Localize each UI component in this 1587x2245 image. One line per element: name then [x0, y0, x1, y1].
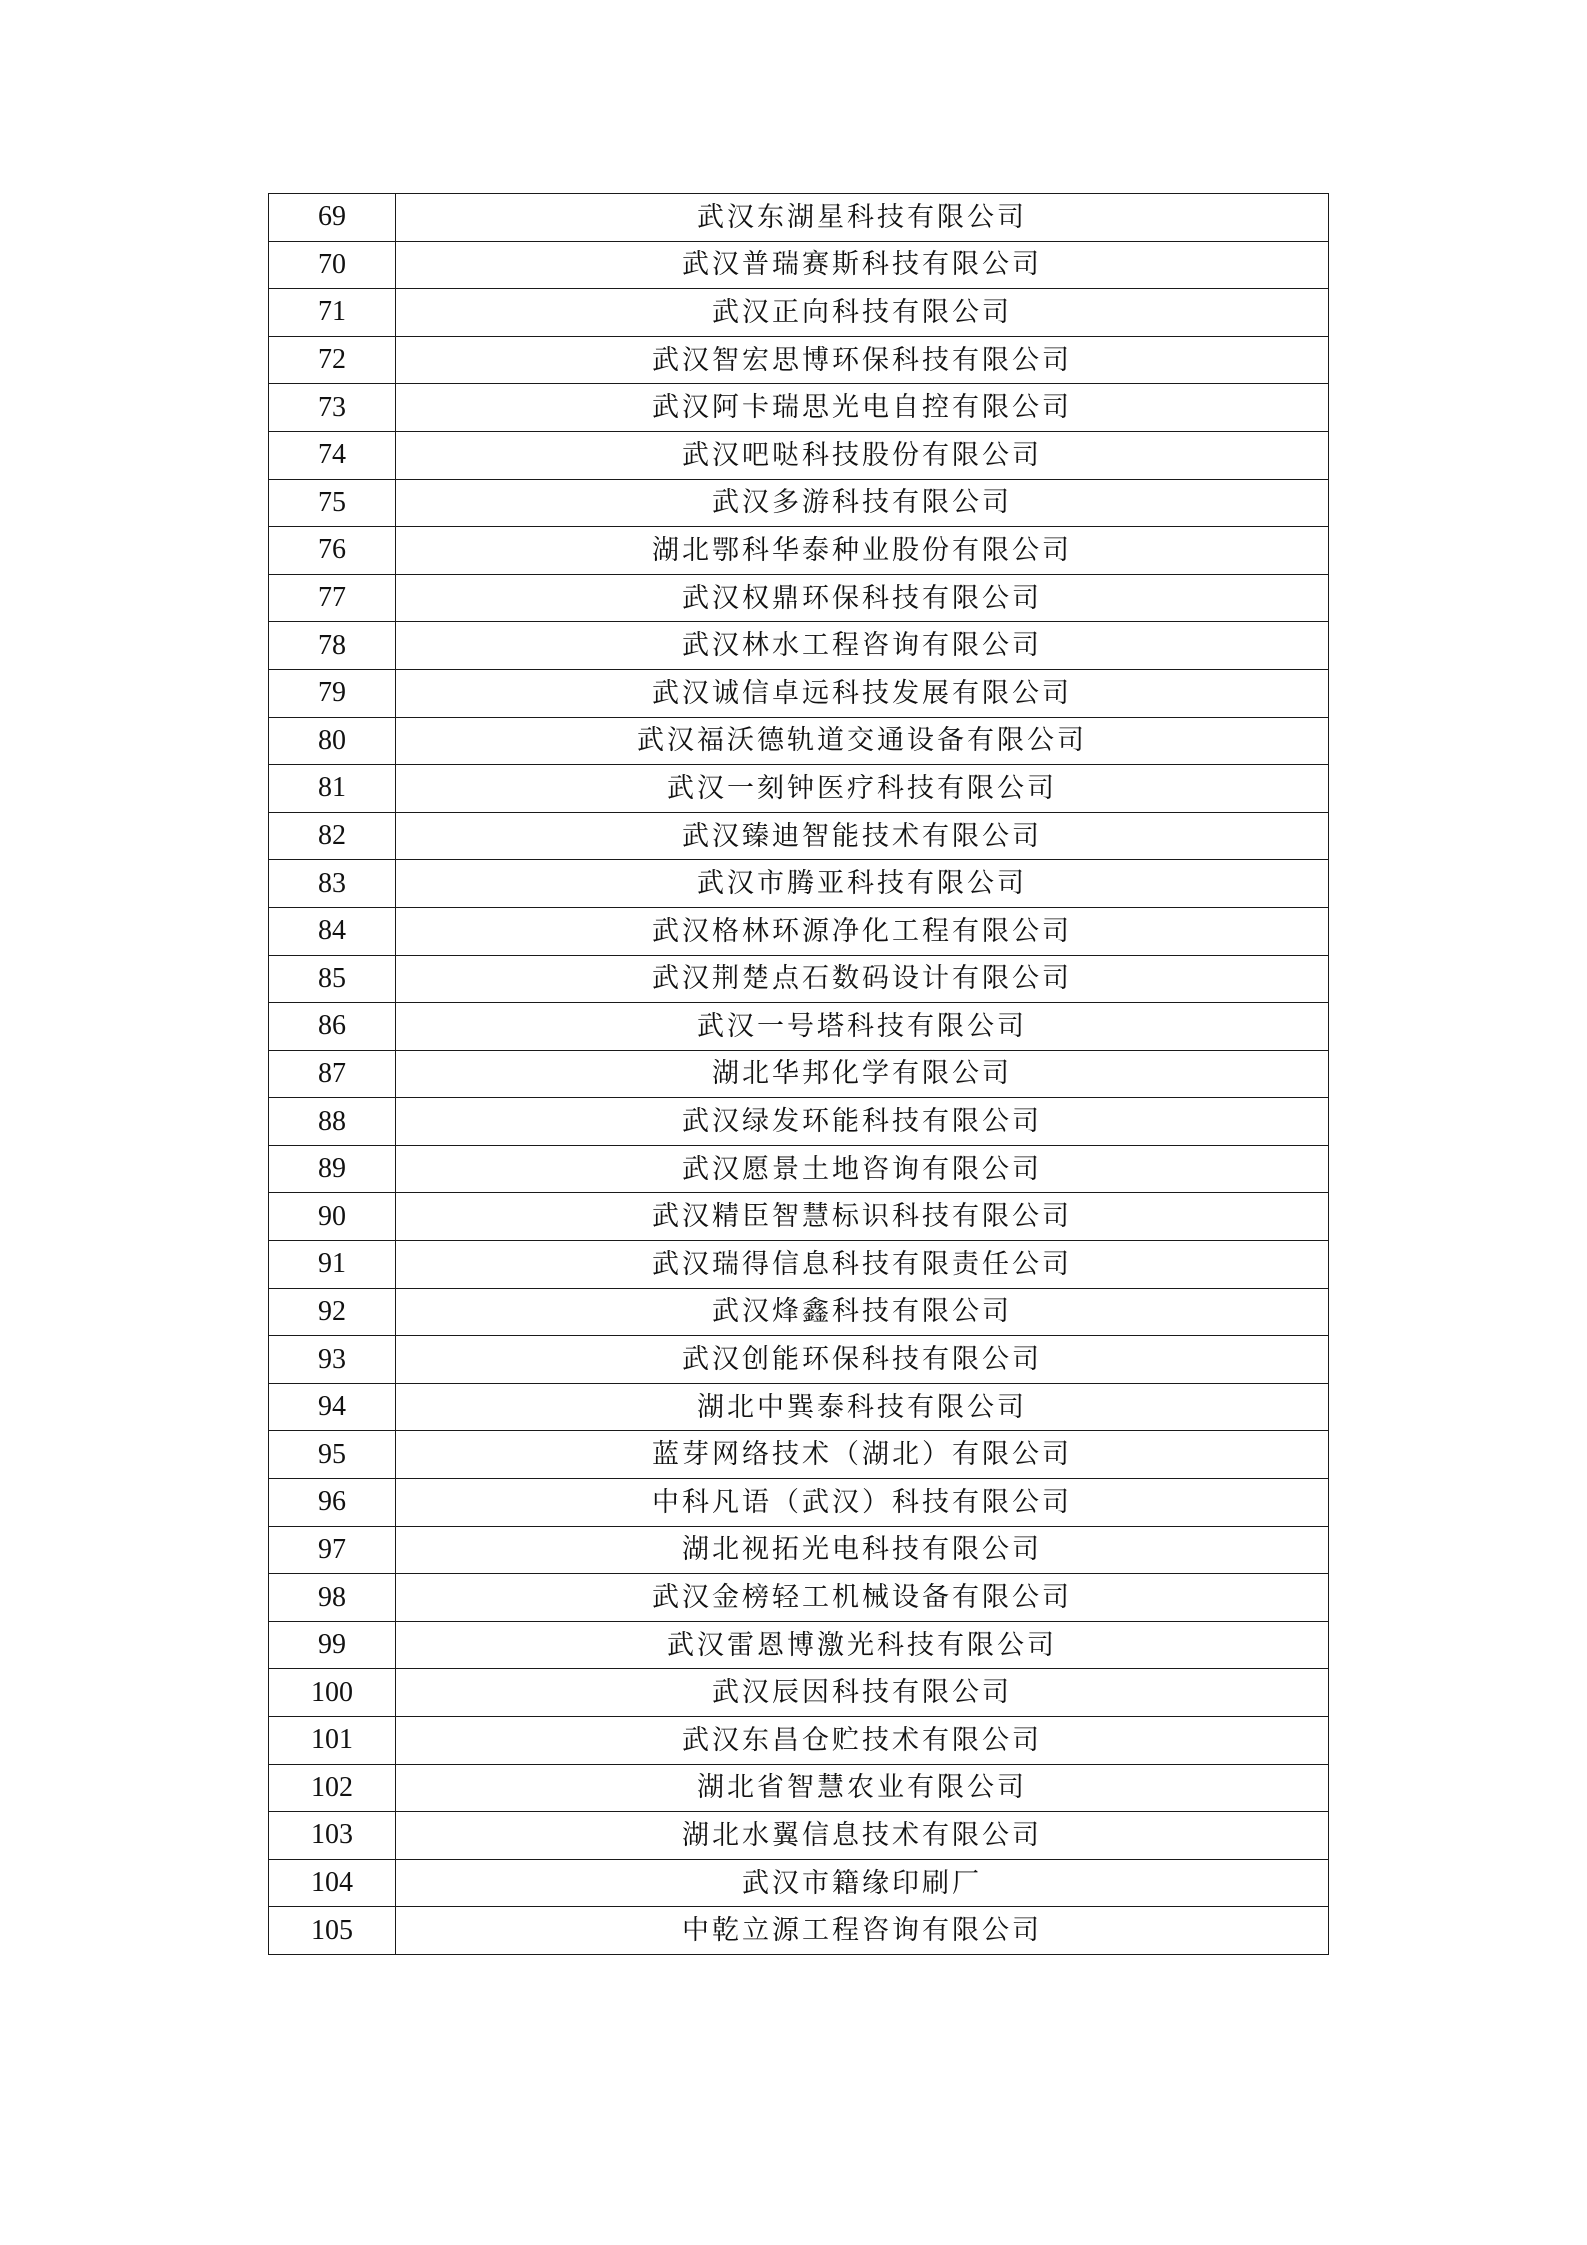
- company-list-body: [269, 194, 1329, 1955]
- table-row: [269, 1241, 1329, 1289]
- table-row: [269, 669, 1329, 717]
- company-name: 武汉辰因科技有限公司: [396, 1669, 1329, 1717]
- row-number: 70: [269, 241, 396, 289]
- row-number: 102: [269, 1764, 396, 1812]
- row-number: 104: [269, 1859, 396, 1907]
- row-number: 99: [269, 1621, 396, 1669]
- table-row: [269, 1669, 1329, 1717]
- company-name: 湖北水翼信息技术有限公司: [396, 1812, 1329, 1860]
- row-number: 75: [269, 479, 396, 527]
- company-name: 湖北鄂科华泰种业股份有限公司: [396, 527, 1329, 575]
- row-number: 80: [269, 717, 396, 765]
- company-name: 湖北视拓光电科技有限公司: [396, 1526, 1329, 1574]
- table-row: [269, 1383, 1329, 1431]
- company-name: 蓝芽网络技术（湖北）有限公司: [396, 1431, 1329, 1479]
- company-name: 中科凡语（武汉）科技有限公司: [396, 1479, 1329, 1527]
- company-name: 武汉创能环保科技有限公司: [396, 1336, 1329, 1384]
- table-row: [269, 431, 1329, 479]
- company-name: 武汉市籍缘印刷厂: [396, 1859, 1329, 1907]
- company-name: 武汉林水工程咨询有限公司: [396, 622, 1329, 670]
- row-number: 77: [269, 574, 396, 622]
- company-name: 武汉金榜轻工机械设备有限公司: [396, 1574, 1329, 1622]
- company-name: 武汉多游科技有限公司: [396, 479, 1329, 527]
- table-row: [269, 765, 1329, 813]
- company-name: 武汉一刻钟医疗科技有限公司: [396, 765, 1329, 813]
- table-row: [269, 1336, 1329, 1384]
- table-row: [269, 717, 1329, 765]
- row-number: 83: [269, 860, 396, 908]
- table-row: [269, 194, 1329, 242]
- row-number: 74: [269, 431, 396, 479]
- company-name: 武汉绿发环能科技有限公司: [396, 1098, 1329, 1146]
- table-row: [269, 574, 1329, 622]
- row-number: 98: [269, 1574, 396, 1622]
- table-row: [269, 1859, 1329, 1907]
- table-row: [269, 1288, 1329, 1336]
- company-name: 湖北中巽泰科技有限公司: [396, 1383, 1329, 1431]
- row-number: 92: [269, 1288, 396, 1336]
- table-row: [269, 622, 1329, 670]
- row-number: 87: [269, 1050, 396, 1098]
- company-name: 武汉臻迪智能技术有限公司: [396, 812, 1329, 860]
- company-name: 武汉精臣智慧标识科技有限公司: [396, 1193, 1329, 1241]
- company-name: 中乾立源工程咨询有限公司: [396, 1907, 1329, 1955]
- row-number: 69: [269, 194, 396, 242]
- table-row: [269, 1098, 1329, 1146]
- row-number: 82: [269, 812, 396, 860]
- company-name: 武汉一号塔科技有限公司: [396, 1003, 1329, 1051]
- company-name: 武汉智宏思博环保科技有限公司: [396, 336, 1329, 384]
- row-number: 73: [269, 384, 396, 432]
- row-number: 90: [269, 1193, 396, 1241]
- table-row: [269, 1764, 1329, 1812]
- company-name: 武汉权鼎环保科技有限公司: [396, 574, 1329, 622]
- table-row: [269, 1717, 1329, 1765]
- table-row: [269, 1003, 1329, 1051]
- row-number: 79: [269, 669, 396, 717]
- row-number: 78: [269, 622, 396, 670]
- company-name: 武汉福沃德轨道交通设备有限公司: [396, 717, 1329, 765]
- row-number: 91: [269, 1241, 396, 1289]
- row-number: 97: [269, 1526, 396, 1574]
- row-number: 88: [269, 1098, 396, 1146]
- row-number: 72: [269, 336, 396, 384]
- table-row: [269, 527, 1329, 575]
- row-number: 89: [269, 1145, 396, 1193]
- table-row: [269, 812, 1329, 860]
- table-row: [269, 479, 1329, 527]
- table-row: [269, 1812, 1329, 1860]
- table-row: [269, 1479, 1329, 1527]
- table-row: [269, 241, 1329, 289]
- company-name: 武汉阿卡瑞思光电自控有限公司: [396, 384, 1329, 432]
- row-number: 93: [269, 1336, 396, 1384]
- table-row: [269, 336, 1329, 384]
- company-name: 武汉正向科技有限公司: [396, 289, 1329, 337]
- company-name: 湖北华邦化学有限公司: [396, 1050, 1329, 1098]
- company-name: 武汉东昌仓贮技术有限公司: [396, 1717, 1329, 1765]
- row-number: 96: [269, 1479, 396, 1527]
- company-name: 武汉东湖星科技有限公司: [396, 194, 1329, 242]
- row-number: 81: [269, 765, 396, 813]
- table-row: [269, 1621, 1329, 1669]
- table-row: [269, 907, 1329, 955]
- company-list-table: [268, 193, 1329, 1955]
- company-name: 武汉烽鑫科技有限公司: [396, 1288, 1329, 1336]
- company-name: 武汉市腾亚科技有限公司: [396, 860, 1329, 908]
- row-number: 100: [269, 1669, 396, 1717]
- row-number: 86: [269, 1003, 396, 1051]
- row-number: 101: [269, 1717, 396, 1765]
- company-name: 武汉诚信卓远科技发展有限公司: [396, 669, 1329, 717]
- table-row: [269, 1431, 1329, 1479]
- company-name: 武汉格林环源净化工程有限公司: [396, 907, 1329, 955]
- table-row: [269, 1574, 1329, 1622]
- table-row: [269, 955, 1329, 1003]
- company-name: 武汉吧哒科技股份有限公司: [396, 431, 1329, 479]
- company-name: 湖北省智慧农业有限公司: [396, 1764, 1329, 1812]
- table-row: [269, 1526, 1329, 1574]
- table-row: [269, 289, 1329, 337]
- table-row: [269, 384, 1329, 432]
- table-row: [269, 1145, 1329, 1193]
- company-name: 武汉普瑞赛斯科技有限公司: [396, 241, 1329, 289]
- row-number: 85: [269, 955, 396, 1003]
- table-row: [269, 1907, 1329, 1955]
- row-number: 95: [269, 1431, 396, 1479]
- company-name: 武汉荆楚点石数码设计有限公司: [396, 955, 1329, 1003]
- row-number: 84: [269, 907, 396, 955]
- row-number: 76: [269, 527, 396, 575]
- row-number: 71: [269, 289, 396, 337]
- table-row: [269, 1050, 1329, 1098]
- company-name: 武汉愿景土地咨询有限公司: [396, 1145, 1329, 1193]
- row-number: 94: [269, 1383, 396, 1431]
- row-number: 105: [269, 1907, 396, 1955]
- company-name: 武汉雷恩博激光科技有限公司: [396, 1621, 1329, 1669]
- table-row: [269, 1193, 1329, 1241]
- company-name: 武汉瑞得信息科技有限责任公司: [396, 1241, 1329, 1289]
- table-row: [269, 860, 1329, 908]
- row-number: 103: [269, 1812, 396, 1860]
